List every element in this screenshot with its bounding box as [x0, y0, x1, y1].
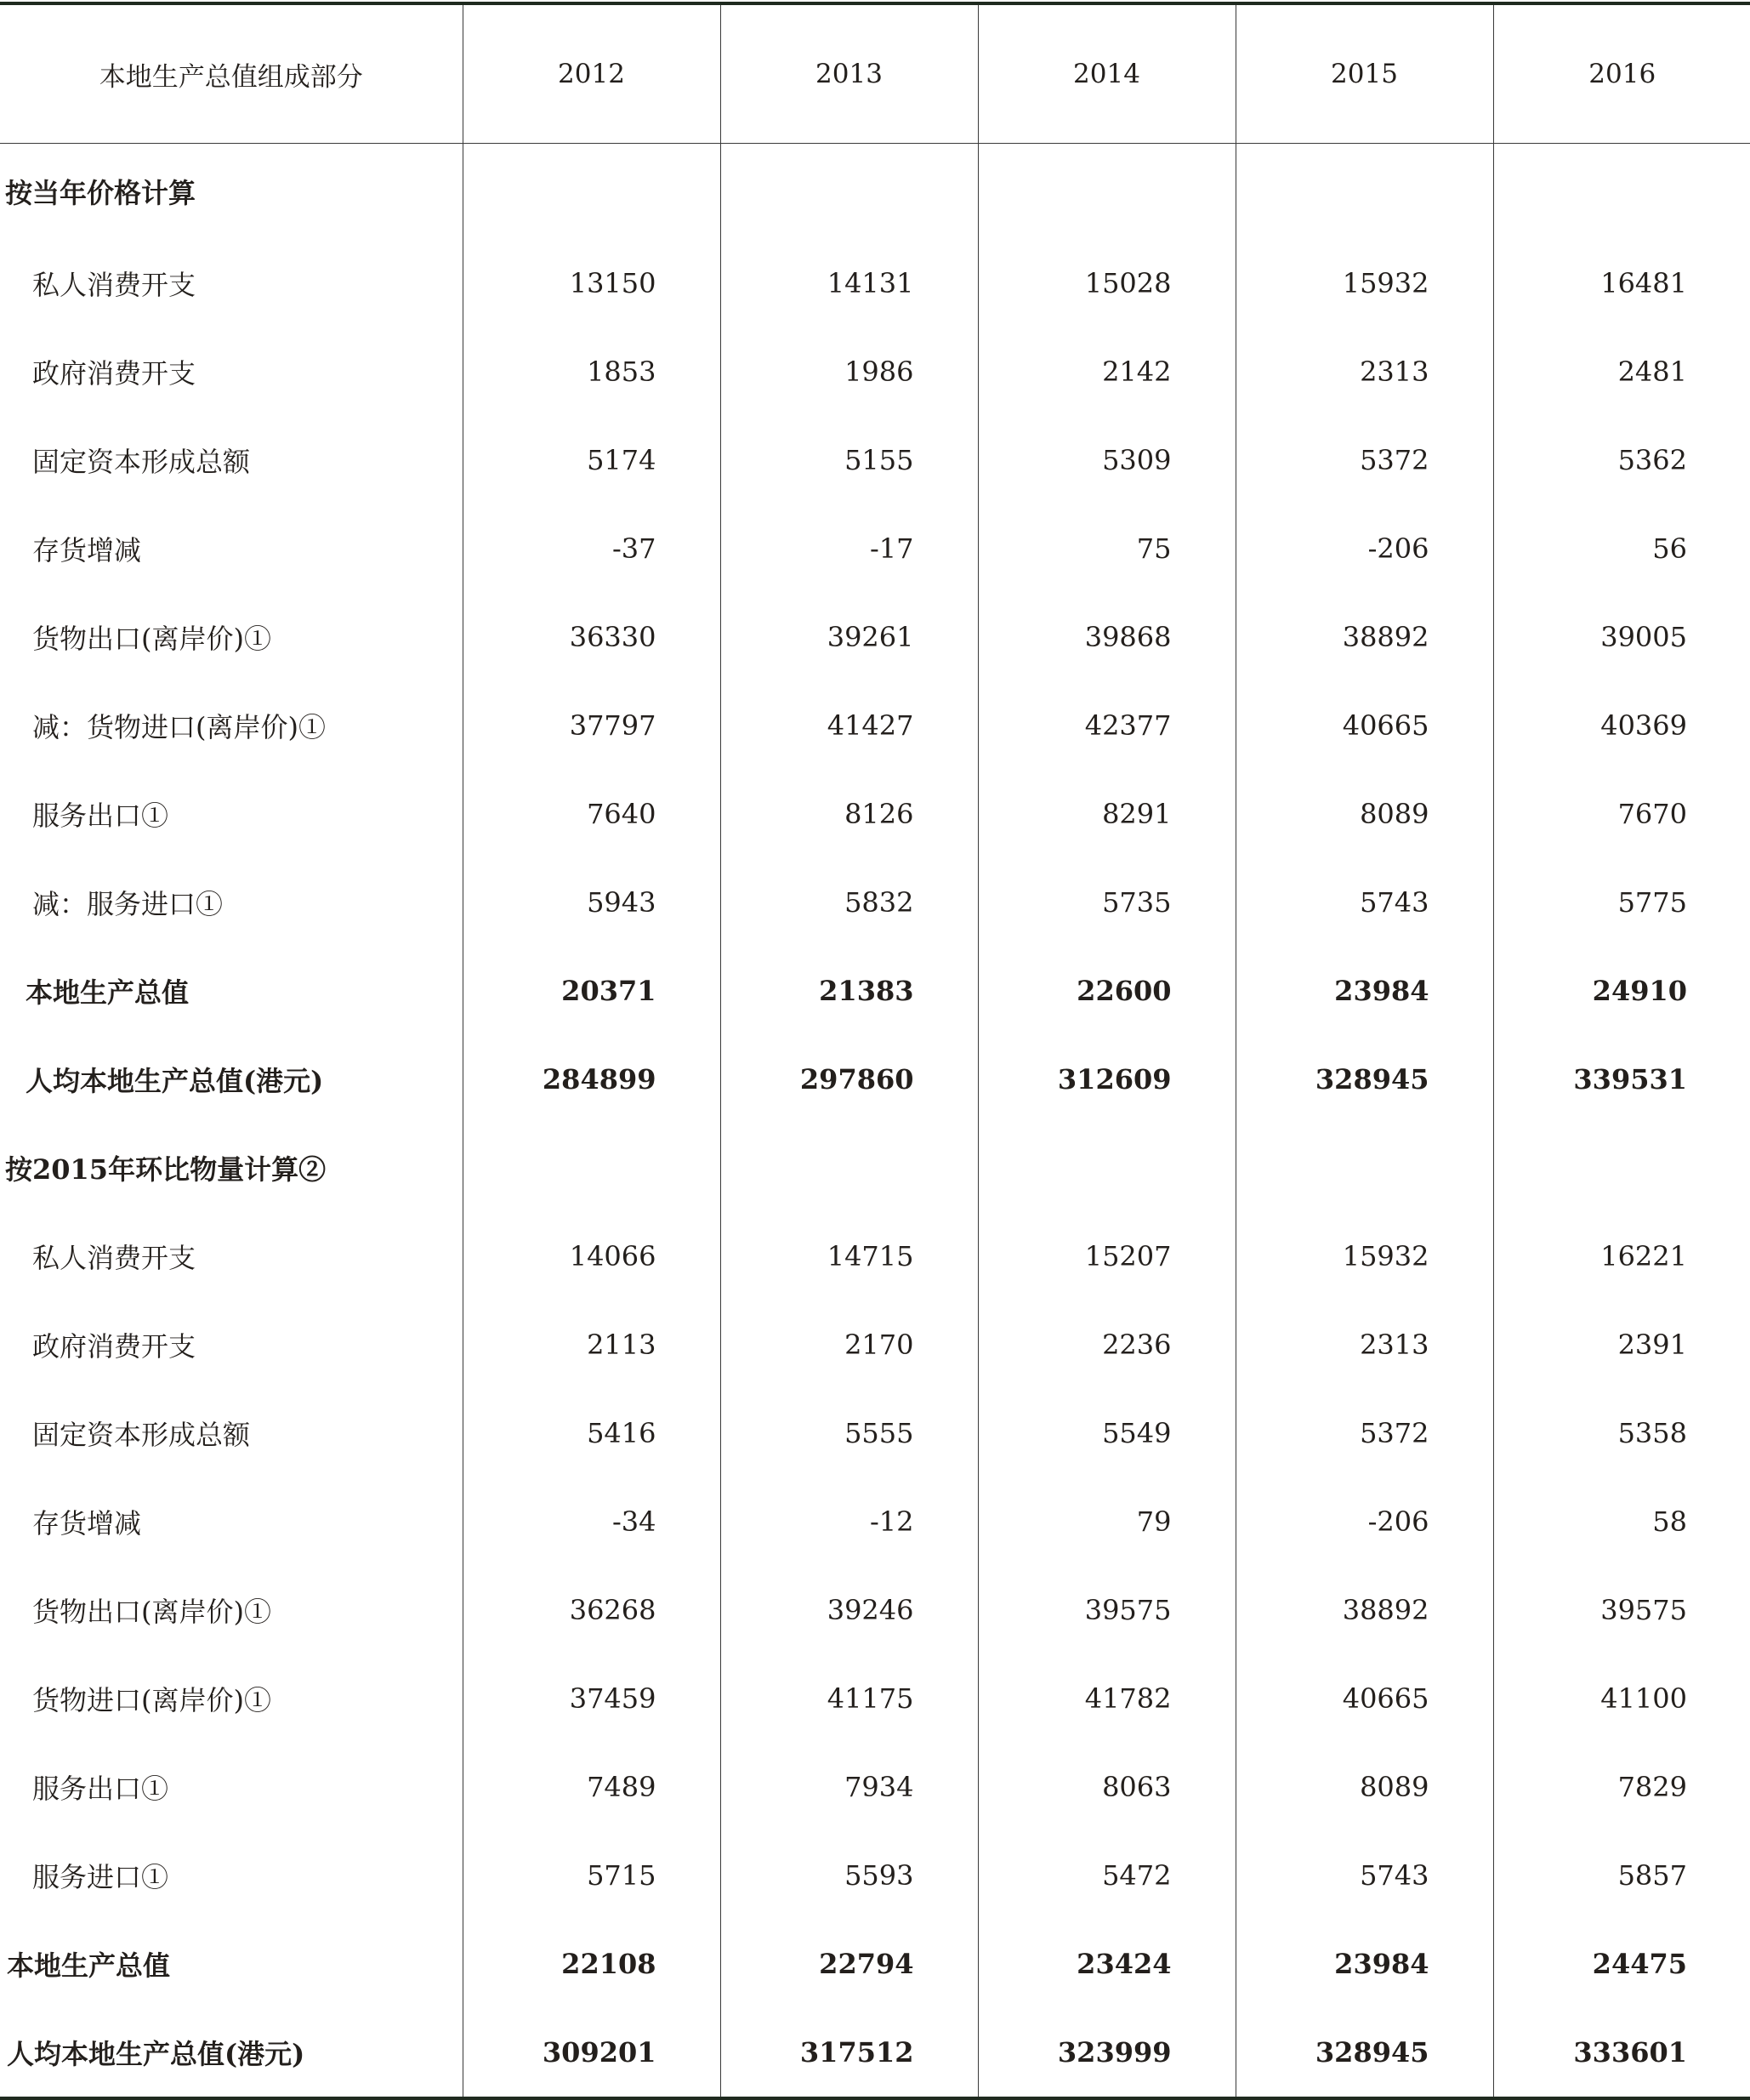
value-cell: 339531	[1573, 1063, 1687, 1096]
table-row	[0, 681, 1750, 770]
row-label: 货物出口(离岸价)①	[0, 593, 463, 681]
value-cell: 312609	[978, 1035, 1236, 1124]
header-year: 2014	[978, 3, 1236, 144]
row-label: 私人消费开支	[0, 1212, 463, 1300]
value-cell: 23984	[1236, 947, 1493, 1035]
row-label: 本地生产总值	[0, 947, 463, 1035]
value-cell: 15207	[978, 1212, 1236, 1300]
value-cell: 5832	[720, 858, 978, 947]
value-cell: 24475	[1592, 1948, 1687, 1980]
value-cell: 5549	[978, 1389, 1236, 1477]
value-cell: 7640	[463, 770, 720, 858]
value-cell: 42377	[978, 681, 1236, 770]
value-cell: 8089	[1236, 770, 1493, 858]
value-cell: 56	[1652, 532, 1687, 565]
value-cell: 23984	[1236, 1920, 1493, 2008]
value-cell: -17	[720, 504, 978, 593]
value-cell: 38892	[1236, 593, 1493, 681]
value-cell: 41175	[720, 1654, 978, 1743]
value-cell: -37	[463, 504, 720, 593]
value-cell: 75	[978, 504, 1236, 593]
value-cell: 5362	[1617, 444, 1687, 476]
value-cell: 41100	[1600, 1682, 1687, 1715]
value-cell: 22108	[463, 1920, 720, 2008]
row-label: 服务出口①	[0, 1743, 463, 1831]
value-cell: 5174	[463, 416, 720, 504]
value-cell: 15932	[1236, 239, 1493, 327]
empty-cell	[720, 144, 978, 240]
section-label: 按2015年环比物量计算②	[0, 1124, 463, 1212]
value-cell: 20371	[463, 947, 720, 1035]
empty-cell	[463, 1124, 720, 1212]
value-cell: 15932	[1236, 1212, 1493, 1300]
value-cell: 16481	[1600, 267, 1687, 299]
value-cell: 5743	[1236, 858, 1493, 947]
value-cell: 22794	[720, 1920, 978, 2008]
value-cell: 5416	[463, 1389, 720, 1477]
header-year: 2015	[1236, 3, 1493, 144]
value-cell: -12	[720, 1477, 978, 1566]
value-cell: 39261	[720, 593, 978, 681]
table-row	[0, 1477, 1750, 1566]
value-cell: 40665	[1236, 681, 1493, 770]
empty-cell	[1493, 144, 1750, 240]
table-body	[0, 144, 1750, 2099]
row-label: 固定资本形成总额	[0, 1389, 463, 1477]
header-year: 2013	[720, 3, 978, 144]
value-cell: 317512	[720, 2008, 978, 2098]
empty-cell	[720, 1124, 978, 1212]
value-cell: 2113	[463, 1300, 720, 1389]
value-cell: 5309	[978, 416, 1236, 504]
value-cell: 2313	[1236, 1300, 1493, 1389]
value-cell: 2391	[1617, 1329, 1687, 1361]
value-cell: 39575	[978, 1566, 1236, 1654]
table-row	[0, 593, 1750, 681]
row-label: 存货增减	[0, 1477, 463, 1566]
value-cell: 58	[1652, 1505, 1687, 1538]
empty-cell	[1493, 1124, 1750, 1212]
table-row	[0, 1212, 1750, 1300]
value-cell: 284899	[463, 1035, 720, 1124]
row-label: 私人消费开支	[0, 239, 463, 327]
value-cell: 41427	[720, 681, 978, 770]
value-cell: 1853	[463, 327, 720, 416]
value-cell: 328945	[1236, 2008, 1493, 2098]
table-row	[0, 1300, 1750, 1389]
value-cell: 7489	[463, 1743, 720, 1831]
table-row	[0, 1831, 1750, 1920]
value-cell: -206	[1236, 1477, 1493, 1566]
value-cell: 37797	[463, 681, 720, 770]
table-header	[0, 3, 1750, 144]
row-label: 人均本地生产总值(港元)	[0, 2008, 463, 2098]
value-cell: 37459	[463, 1654, 720, 1743]
table-row	[0, 1654, 1750, 1743]
row-label: 服务进口①	[0, 1831, 463, 1920]
value-cell: 8126	[720, 770, 978, 858]
value-cell: 7670	[1617, 798, 1687, 830]
row-label: 减：货物进口(离岸价)①	[0, 681, 463, 770]
empty-cell	[1236, 144, 1493, 240]
value-cell: 23424	[978, 1920, 1236, 2008]
value-cell: 309201	[463, 2008, 720, 2098]
empty-cell	[463, 144, 720, 240]
table-row	[0, 1389, 1750, 1477]
row-label: 存货增减	[0, 504, 463, 593]
value-cell: 36268	[463, 1566, 720, 1654]
value-cell: 79	[978, 1477, 1236, 1566]
total-row	[0, 1035, 1750, 1124]
value-cell: 21383	[720, 947, 978, 1035]
row-label: 固定资本形成总额	[0, 416, 463, 504]
value-cell: 39868	[978, 593, 1236, 681]
row-label: 人均本地生产总值(港元)	[0, 1035, 463, 1124]
value-cell: 5372	[1236, 1389, 1493, 1477]
value-cell: 5857	[1617, 1859, 1687, 1892]
value-cell: 5593	[720, 1831, 978, 1920]
value-cell: 328945	[1236, 1035, 1493, 1124]
value-cell: 39005	[1600, 621, 1687, 653]
section-row	[0, 1124, 1750, 1212]
header-row	[0, 3, 1750, 144]
value-cell: 36330	[463, 593, 720, 681]
value-cell: 14131	[720, 239, 978, 327]
header-year: 2016	[1493, 3, 1750, 144]
value-cell: 39246	[720, 1566, 978, 1654]
value-cell: 24910	[1592, 975, 1687, 1007]
value-cell: 1986	[720, 327, 978, 416]
value-cell: 5735	[978, 858, 1236, 947]
value-cell: 5372	[1236, 416, 1493, 504]
total-row	[0, 947, 1750, 1035]
value-cell: 333601	[1573, 2036, 1687, 2069]
value-cell: 2481	[1617, 356, 1687, 388]
value-cell: 2313	[1236, 327, 1493, 416]
value-cell: 40369	[1600, 709, 1687, 742]
value-cell: 297860	[720, 1035, 978, 1124]
table-row	[0, 858, 1750, 947]
value-cell: 5715	[463, 1831, 720, 1920]
gdp-components-table	[0, 2, 1750, 2100]
table-row	[0, 416, 1750, 504]
value-cell: 5943	[463, 858, 720, 947]
section-label: 按当年价格计算	[0, 144, 463, 240]
row-label: 政府消费开支	[0, 327, 463, 416]
section-row	[0, 144, 1750, 240]
value-cell: 5155	[720, 416, 978, 504]
value-cell: 323999	[978, 2008, 1236, 2098]
value-cell: 7829	[1617, 1771, 1687, 1803]
value-cell: 8063	[978, 1743, 1236, 1831]
empty-cell	[978, 144, 1236, 240]
value-cell: -206	[1236, 504, 1493, 593]
value-cell: 5775	[1617, 886, 1687, 919]
value-cell: 2170	[720, 1300, 978, 1389]
value-cell: 5555	[720, 1389, 978, 1477]
value-cell: 5743	[1236, 1831, 1493, 1920]
value-cell: 14715	[720, 1212, 978, 1300]
value-cell: 5472	[978, 1831, 1236, 1920]
value-cell: 22600	[978, 947, 1236, 1035]
value-cell: 2142	[978, 327, 1236, 416]
value-cell: 13150	[463, 239, 720, 327]
table-row	[0, 1743, 1750, 1831]
value-cell: 5358	[1617, 1417, 1687, 1449]
table-row	[0, 327, 1750, 416]
value-cell: 8291	[978, 770, 1236, 858]
value-cell: -34	[463, 1477, 720, 1566]
row-label: 服务出口①	[0, 770, 463, 858]
value-cell: 40665	[1236, 1654, 1493, 1743]
row-label: 减：服务进口①	[0, 858, 463, 947]
empty-cell	[978, 1124, 1236, 1212]
total-row	[0, 1920, 1750, 2008]
row-label: 货物进口(离岸价)①	[0, 1654, 463, 1743]
row-label: 货物出口(离岸价)①	[0, 1566, 463, 1654]
value-cell: 38892	[1236, 1566, 1493, 1654]
table-row	[0, 239, 1750, 327]
value-cell: 41782	[978, 1654, 1236, 1743]
empty-cell	[1236, 1124, 1493, 1212]
total-row	[0, 2008, 1750, 2098]
table-row	[0, 770, 1750, 858]
table-row	[0, 1566, 1750, 1654]
table-row	[0, 504, 1750, 593]
value-cell: 14066	[463, 1212, 720, 1300]
header-label: 本地生产总值组成部分	[0, 3, 463, 144]
value-cell: 16221	[1600, 1240, 1687, 1272]
value-cell: 2236	[978, 1300, 1236, 1389]
value-cell: 39575	[1600, 1594, 1687, 1626]
row-label: 政府消费开支	[0, 1300, 463, 1389]
value-cell: 8089	[1236, 1743, 1493, 1831]
value-cell: 15028	[978, 239, 1236, 327]
row-label: 本地生产总值	[0, 1920, 463, 2008]
header-year: 2012	[463, 3, 720, 144]
value-cell: 7934	[720, 1743, 978, 1831]
